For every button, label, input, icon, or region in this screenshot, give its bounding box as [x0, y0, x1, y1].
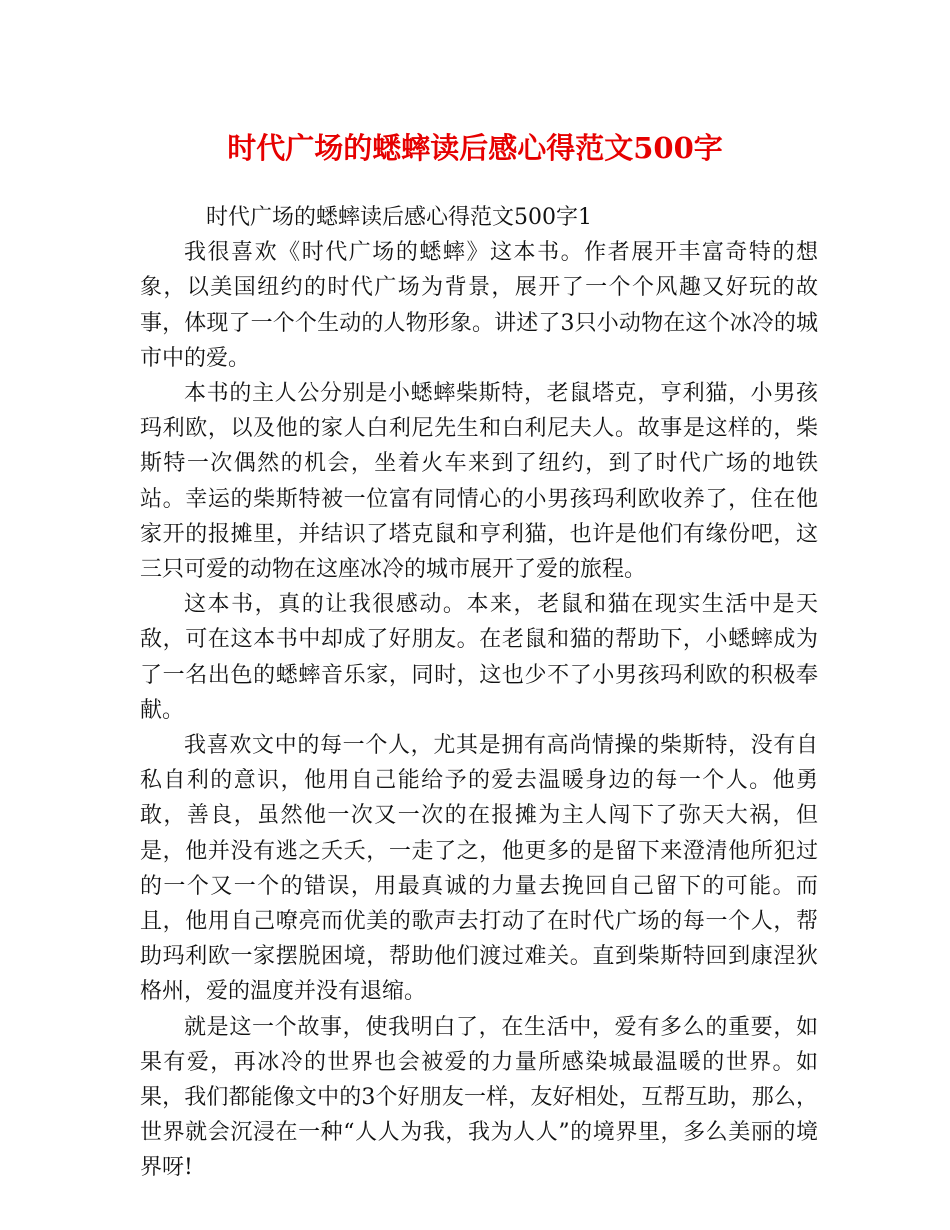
- document-body: [140, 200, 818, 1186]
- section-subtitle: 时代广场的蟋蟀读后感心得范文500字1: [206, 205, 592, 230]
- paragraph-2: 本书的主人公分别是小蟋蟀柴斯特，老鼠塔克，亨利猫，小男孩玛利欧，以及他的家人白利尼先生和白利尼夫人。故事是这样的，柴斯特一次偶然的机会，坐着火车来到了纽约，到了时代广场的地铁站。幸运的柴斯特被一位富有同情心的小男孩玛利欧收养了，住在他家开的报摊里，并结识了塔克鼠和亨利猫，也许是他们有缘份吧，这三只可爱的动物在这座冰冷的城市展开了爱的旅程。: [140, 381, 818, 583]
- paragraph-4: 我喜欢文中的每一个人，尤其是拥有高尚情操的柴斯特，没有自私自利的意识，他用自己能给予的爱去温暖身边的每一个人。他勇敢，善良，虽然他一次又一次的在报摊为主人闯下了弥天大祸，但是，他并没有逃之夭夭，一走了之，他更多的是留下来澄清他所犯过的一个又一个的错误，用最真诚的力量去挽回自己留下的可能。而且，他用自己嘹亮而优美的歌声去打动了在时代广场的每一个人，帮助玛利欧一家摆脱困境，帮助他们渡过难关。直到柴斯特回到康涅狄格州，爱的温度并没有退缩。: [140, 733, 818, 1005]
- paragraph-5: 就是这一个故事，使我明白了，在生活中，爱有多么的重要，如果有爱，再冰冷的世界也会被爱的力量所感染城最温暖的世界。如果，我们都能像文中的3个好朋友一样，友好相处，互帮互助，那么，世界就会沉浸在一种“人人为我，我为人人”的境界里，多么美丽的境界呀!: [140, 1014, 818, 1181]
- paragraph-1: 我很喜欢《时代广场的蟋蟀》这本书。作者展开丰富奇特的想象，以美国纽约的时代广场为背景，展开了一个个风趣又好玩的故事，体现了一个个生动的人物形象。讲述了3只小动物在这个冰冷的城市中的爱。: [140, 240, 818, 371]
- document-title: 时代广场的蟋蟀读后感心得范文500字: [227, 131, 723, 165]
- paragraph-3: 这本书，真的让我很感动。本来，老鼠和猫在现实生活中是天敌，可在这本书中却成了好朋友。在老鼠和猫的帮助下，小蟋蟀成为了一名出色的蟋蟀音乐家，同时，这也少不了小男孩玛利欧的积极奉献。: [140, 592, 818, 723]
